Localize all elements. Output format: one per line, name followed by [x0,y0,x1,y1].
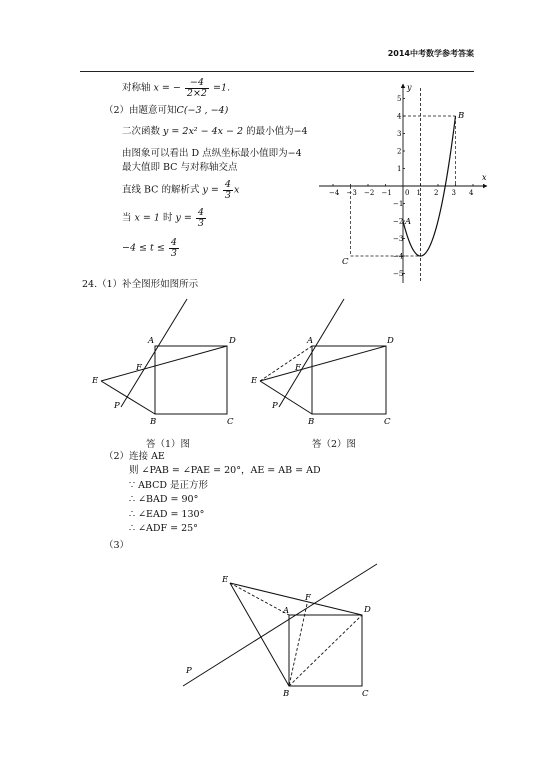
segment-ae-dashed [260,346,312,381]
y-tick-label: −1 [393,200,404,208]
when-prefix: 当 [122,212,135,224]
part3-heading: （3） [104,540,130,551]
header-rule [80,71,474,72]
range-frac-den: 3 [170,247,177,259]
y-tick-label: −2 [393,217,404,226]
label-b: B [150,417,157,427]
when-cond: x = 1 [134,212,160,224]
axis-frac-num: −4 [185,78,209,89]
figure-2 [248,296,408,428]
label-d: D [229,336,236,346]
x-tick-label: 2 [434,189,439,197]
y-tick-label: 5 [397,95,402,103]
point-a-label: A [405,217,412,227]
angle-bad-line: ∴ ∠BAD = 90° [129,494,199,505]
axis-fraction [185,78,209,98]
segment-ed-2 [260,346,386,381]
label-f: F [136,363,142,373]
when-lhs: y = [175,212,192,224]
label-p-3: P [186,666,192,676]
because-line: ∵ ABCD 是正方形 [129,480,208,491]
axis-of-symmetry-line [122,78,230,98]
axis-frac-den: 2×2 [186,87,207,99]
min-prefix: 二次函数 [122,126,164,137]
y-tick-label: −3 [393,235,404,243]
parabola-graph [315,78,495,288]
label-f-3: F [305,593,311,603]
x-tick-label: 0 [405,189,410,197]
step2-line [104,106,228,116]
angle-adf-line: ∴ ∠ADF = 25° [129,523,198,534]
axis-lhs: x = − [153,82,181,94]
max-value-line: 最大值即 BC 与对称轴交点 [122,162,238,173]
bc-frac-num: 4 [224,179,231,190]
bc-equation-line [122,180,239,200]
min-suffix: 的最小值为−4 [243,126,308,137]
when-x-line [122,208,207,228]
label-f-2: F [295,363,301,373]
y-tick-label: 4 [397,112,402,121]
line-pf [183,564,377,686]
label-p: P [114,401,120,411]
x-tick-label: −2 [364,189,375,197]
segment-fb-dashed [289,604,307,686]
label-p-2: P [272,401,278,411]
label-b-3: B [283,689,290,699]
label-e: E [92,376,99,386]
figure-2-caption: 答（2）图 [312,439,357,450]
x-tick-label: 3 [451,189,456,197]
segment-bd-dashed [289,615,362,686]
y-tick-label: 1 [397,165,402,173]
min-value-line [122,127,308,137]
bc-var: x [233,184,240,196]
segment-eb-2 [260,381,312,414]
range-fraction [169,238,179,258]
figure-1 [88,296,248,428]
when-frac-num: 4 [197,207,204,218]
page-header-title: 2014中考数学参考答案 [387,49,474,58]
y-tick-label: 2 [397,147,402,156]
bc-prefix: 直线 BC 的解析式 [122,184,203,196]
figure-1-caption: 答（1）图 [146,439,191,450]
min-expr: y = 2x² − 4x − 2 [163,126,244,137]
range-lhs: −4 ≤ t ≤ [122,242,165,254]
x-tick-label: −1 [381,189,392,197]
figure-3 [175,560,385,700]
segment-eb-3 [230,583,289,686]
graph-observation-line: 由图象可以看出 D 点纵坐标最小值即为−4 [122,148,302,159]
bc-frac-den: 3 [224,189,231,201]
range-frac-num: 4 [170,237,177,248]
label-e-3: E [222,575,229,585]
y-tick-label: −5 [393,270,404,278]
y-axis-label: y [407,83,412,92]
label-e-2: E [251,376,258,386]
label-a: A [148,336,155,346]
x-tick-label: −3 [346,189,357,197]
point-c-label: C [342,257,349,267]
angle-ead-line: ∴ ∠EAD = 130° [129,509,205,520]
x-tick-label: 4 [469,189,474,197]
segment-ef [230,583,362,615]
axis-rhs: =1. [213,82,231,94]
label-c: C [227,417,234,427]
x-axis-label: x [482,173,487,182]
x-tick-label: −4 [329,189,340,197]
axis-prefix: 对称轴 [122,82,151,94]
y-tick-label: 3 [397,130,402,138]
step2-point: C(−3 , −4) [176,105,229,116]
bc-fraction [223,180,233,200]
point-b-label: B [458,111,465,121]
segment-ed [101,346,227,381]
part2-heading: （2）连接 AE [104,451,165,462]
q24-heading: 24.（1）补全图形如图所示 [82,279,199,290]
label-d-3: D [364,605,371,615]
label-c-2: C [384,417,391,427]
label-d-2: D [387,336,394,346]
step2-prefix: （2）由题意可知 [104,105,177,116]
y-tick-label: −4 [393,252,404,261]
label-c-3: C [362,689,369,699]
line-pa [121,299,187,407]
when-fraction [196,208,206,228]
when-mid: 时 [159,212,176,224]
then-line: 则 ∠PAB = ∠PAE = 20°，AE = AB = AD [129,465,321,476]
when-frac-den: 3 [197,217,204,229]
label-b-2: B [308,417,315,427]
label-a-2: A [307,336,314,346]
bc-lhs: y = [202,184,219,196]
range-line [122,238,180,258]
segment-eb [101,381,155,414]
label-a-3: A [283,606,290,616]
x-tick-label: 1 [416,189,421,197]
